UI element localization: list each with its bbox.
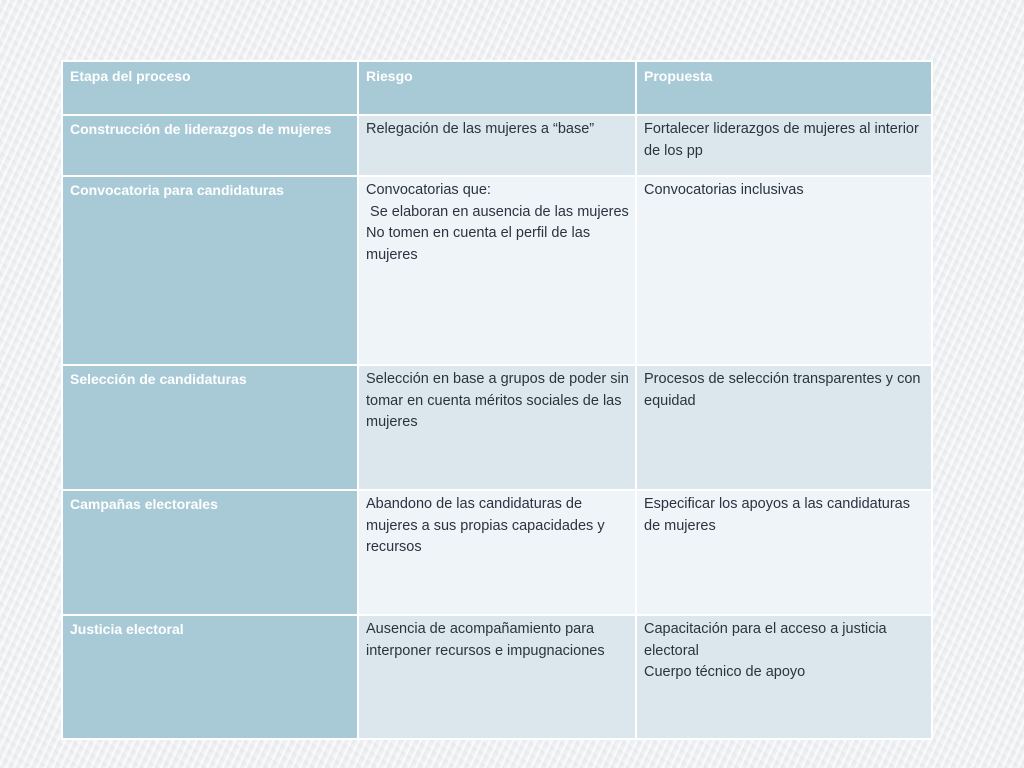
proposal-cell bbox=[636, 176, 932, 365]
stage-cell: Selección de candidaturas bbox=[62, 365, 358, 490]
risk-cell bbox=[358, 176, 636, 365]
risk-line: No tomen en cuenta el perfil de las mujeres bbox=[366, 225, 591, 263]
risk-line: Se elaboran en ausencia de las mujeres bbox=[366, 203, 629, 220]
risk-line: Convocatorias que: bbox=[366, 182, 491, 198]
header-row bbox=[62, 61, 932, 115]
risk-cell bbox=[358, 365, 636, 490]
proposal-cell bbox=[636, 365, 932, 490]
proposal-line: Especificar los apoyos a las candidaturas de mujeres bbox=[644, 496, 910, 534]
proposal-cell bbox=[636, 490, 932, 615]
risk-cell bbox=[358, 490, 636, 615]
risk-cell bbox=[358, 115, 636, 176]
risk-line: Abandono de las candidaturas de mujeres a sus propias capacidades y recursos bbox=[366, 496, 605, 555]
table-row bbox=[62, 365, 932, 490]
table-row bbox=[62, 490, 932, 615]
header-stage: Etapa del proceso bbox=[62, 61, 358, 115]
proposal-line: Convocatorias inclusivas bbox=[644, 182, 804, 198]
risk-cell bbox=[358, 615, 636, 739]
stage-cell: Construcción de liderazgos de mujeres bbox=[62, 115, 358, 176]
table-row bbox=[62, 615, 932, 739]
proposal-line: Fortalecer liderazgos de mujeres al interior de los pp bbox=[644, 121, 919, 159]
proposal-cell bbox=[636, 615, 932, 739]
proposal-line: Capacitación para el acceso a justicia electoral bbox=[644, 621, 887, 659]
risk-line: Selección en base a grupos de poder sin tomar en cuenta méritos sociales de las mujeres bbox=[366, 371, 629, 430]
table-row bbox=[62, 176, 932, 365]
stage-cell: Justicia electoral bbox=[62, 615, 358, 739]
stage-cell: Campañas electorales bbox=[62, 490, 358, 615]
proposal-cell bbox=[636, 115, 932, 176]
table-row bbox=[62, 115, 932, 176]
risk-line: Relegación de las mujeres a “base” bbox=[366, 121, 595, 137]
risk-line: Ausencia de acompañamiento para interponer recursos e impugnaciones bbox=[366, 621, 605, 659]
header-proposal: Propuesta bbox=[636, 61, 932, 115]
header-risk: Riesgo bbox=[358, 61, 636, 115]
process-table bbox=[61, 60, 933, 740]
proposal-line: Cuerpo técnico de apoyo bbox=[644, 664, 806, 680]
stage-cell: Convocatoria para candidaturas bbox=[62, 176, 358, 365]
proposal-line: Procesos de selección transparentes y con equidad bbox=[644, 371, 921, 409]
